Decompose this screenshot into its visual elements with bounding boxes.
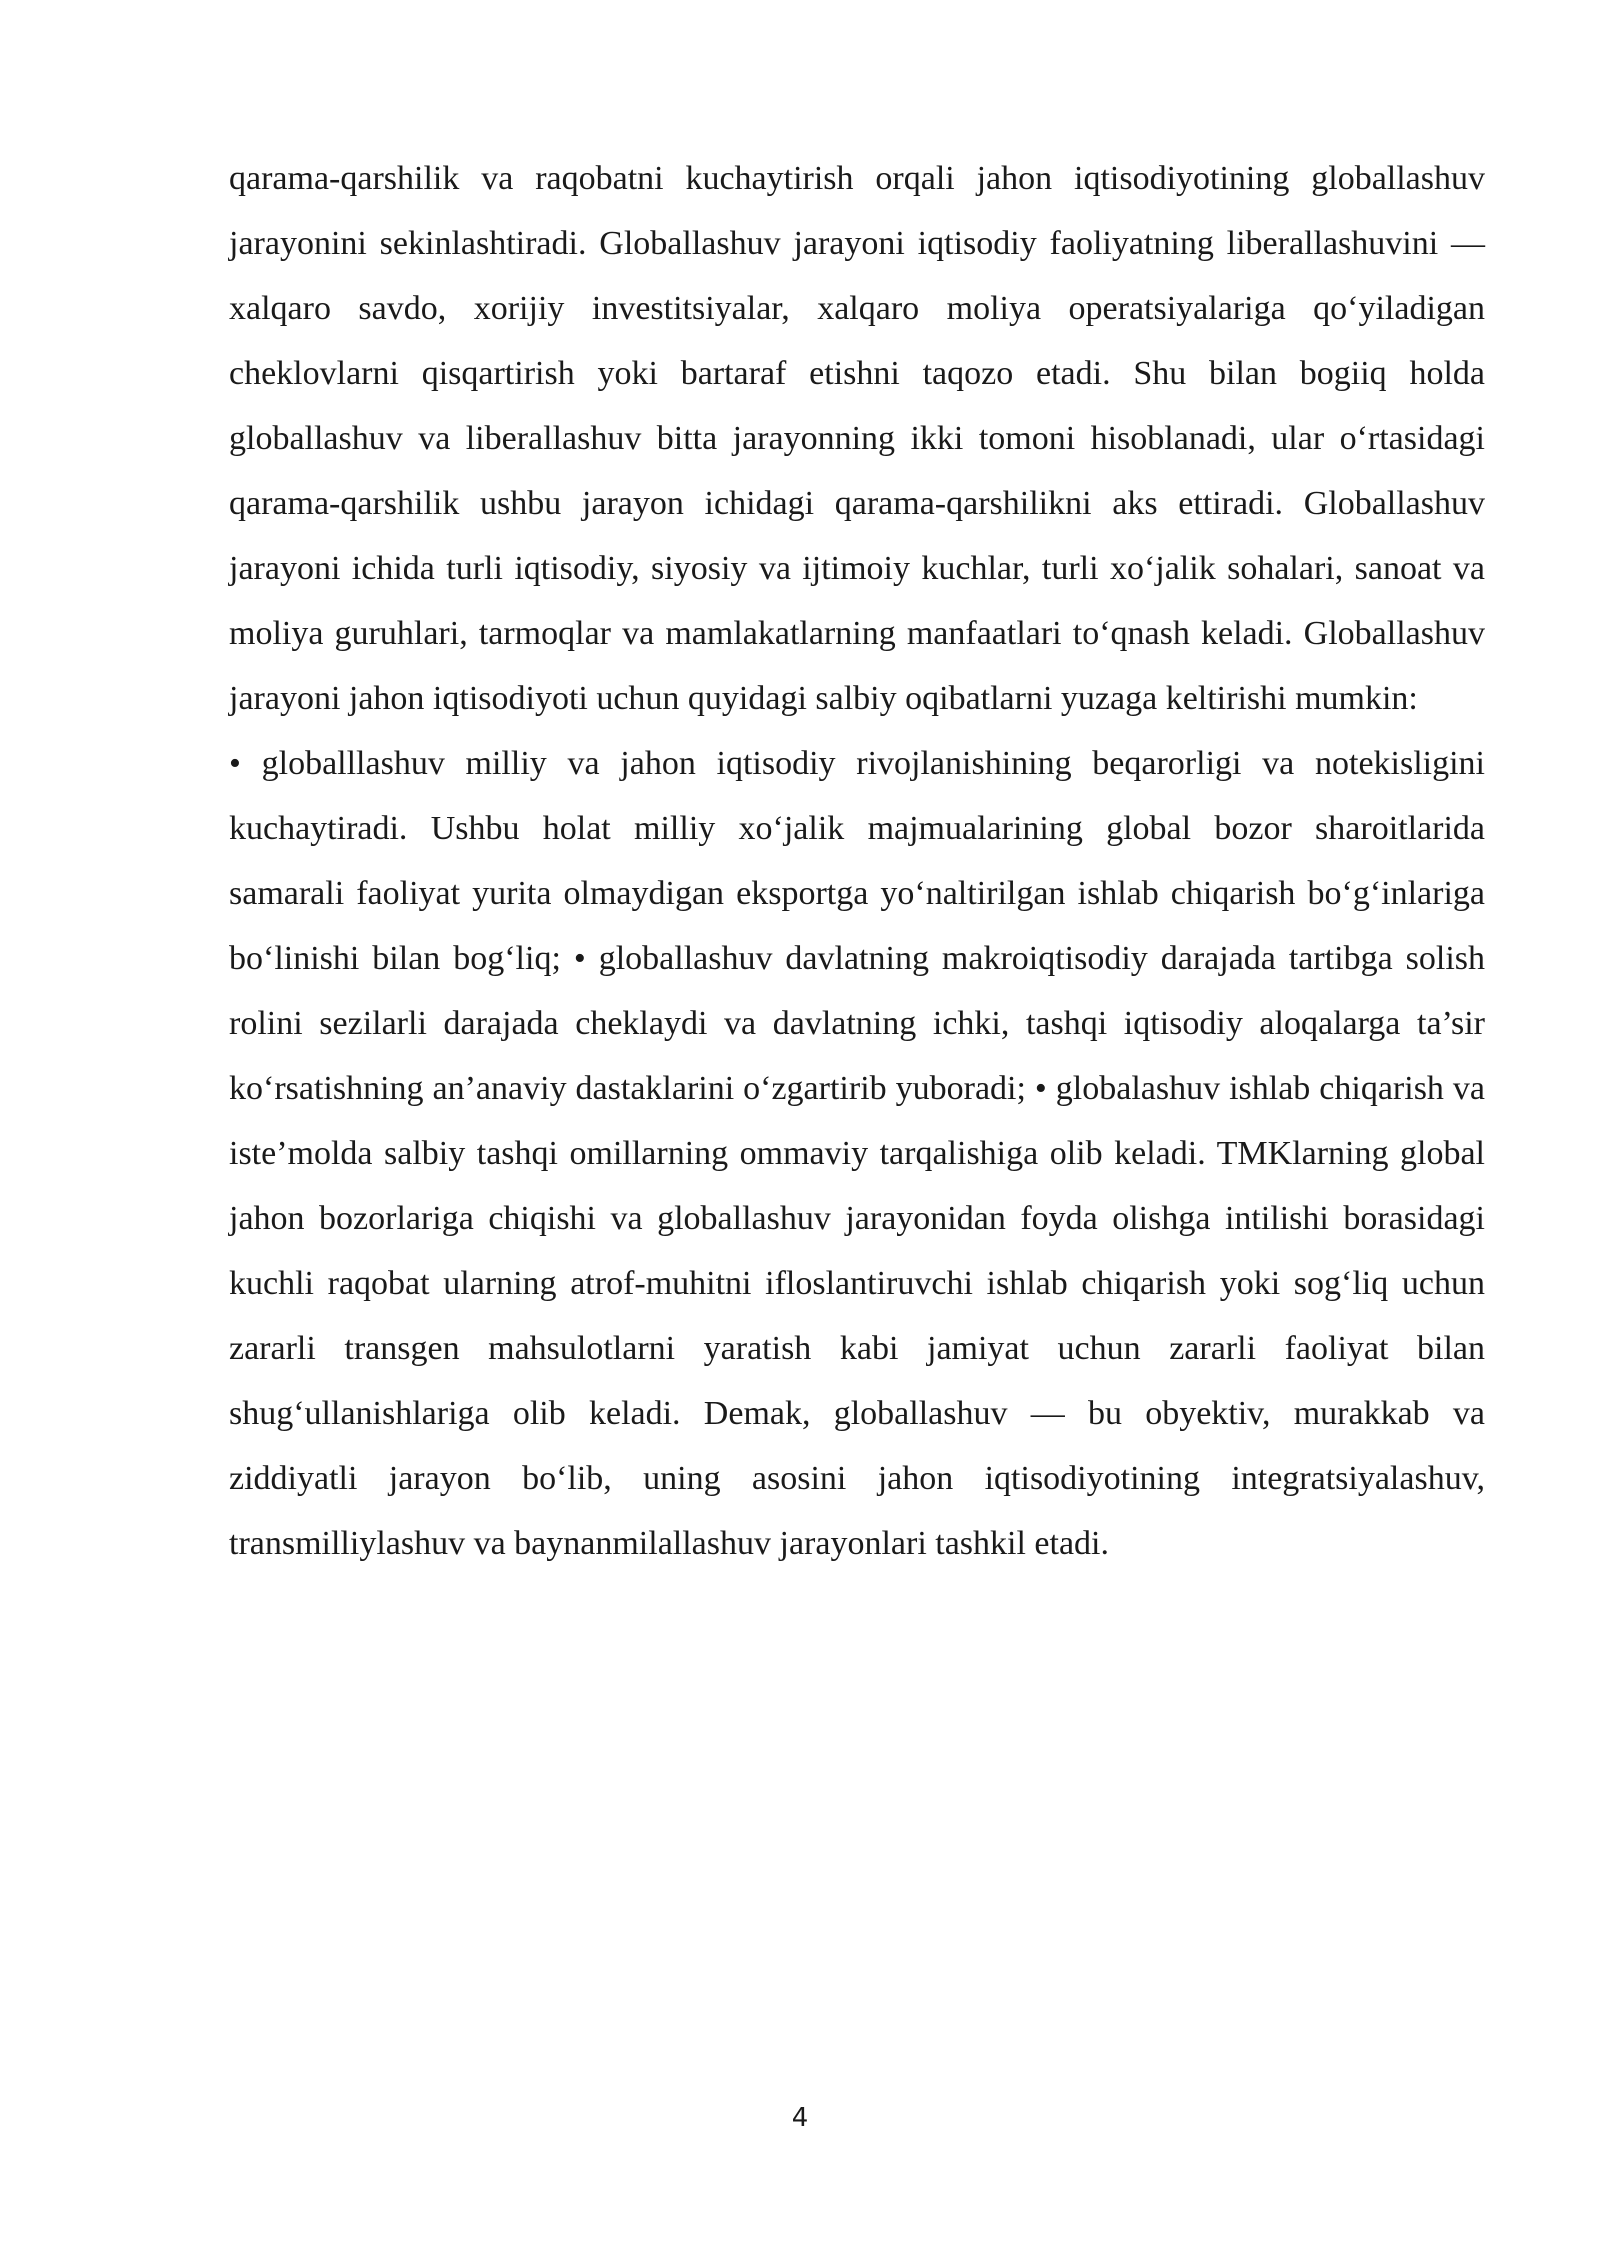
body-text [229,146,1485,1576]
paragraph-2: • globalllashuv milliy va jahon iqtisodiy rivojlanishining beqarorligi va notekisligini kuchaytiradi. Ushbu holat milliy xo‘jalik majmualarining global bozor sharoitlarida samarali faoliyat yurita olmaydigan eksportga yo‘naltirilgan ishlab chiqarish bo‘g‘inlariga bo‘linishi bilan bog‘liq; • globallashuv davlatning makroiqtisodiy darajada tartibga solish rolini sezilarli darajada cheklaydi va davlatning ichki, tashqi iqtisodiy aloqalarga ta’sir ko‘rsatishning an’anaviy dastaklarini o‘zgartirib yuboradi; • globalashuv ishlab chiqarish va iste’molda salbiy tashqi omillarning ommaviy tarqalishiga olib keladi. TMKlarning global jahon bozorlariga chiqishi va globallashuv jarayonidan foyda olishga intilishi borasidagi kuchli raqobat ularning atrof-muhitni ifloslantiruvchi ishlab chiqarish yoki sog‘liq uchun zararli transgen mahsulotlarni yaratish kabi jamiyat uchun zararli faoliyat bilan shug‘ullanishlariga olib keladi. Demak, globallashuv — bu obyektiv, murakkab va ziddiyatli jarayon bo‘lib, uning asosini jahon iqtisodiyotining integratsiyalashuv, transmilliylashuv va baynanmilallashuv jarayonlari tashkil etadi. [229,745,1485,1562]
page-number: 4 [791,2103,809,2133]
paragraph-1: qarama-qarshilik va raqobatni kuchaytirish orqali jahon iqtisodiyotining globallashuv jarayonini sekinlashtiradi. Globallashuv jarayoni iqtisodiy faoliyatning liberallashuvini — xalqaro savdo, xorijiy investitsiyalar, xalqaro moliya operatsiyalariga qo‘yiladigan cheklovlarni qisqartirish yoki bartaraf etishni taqozo etadi. Shu bilan bogiiq holda globallashuv va liberallashuv bitta jarayonning ikki tomoni hisoblanadi, ular o‘rtasidagi qarama-qarshilik ushbu jarayon ichidagi qarama-qarshilikni aks ettiradi. Globallashuv jarayoni ichida turli iqtisodiy, siyosiy va ijtimoiy kuchlar, turli xo‘jalik sohalari, sanoat va moliya guruhlari, tarmoqlar va mamlakatlarning manfaatlari to‘qnash keladi. Globallashuv jarayoni jahon iqtisodiyoti uchun quyidagi salbiy oqibatlarni yuzaga keltirishi mumkin: [229,160,1485,717]
